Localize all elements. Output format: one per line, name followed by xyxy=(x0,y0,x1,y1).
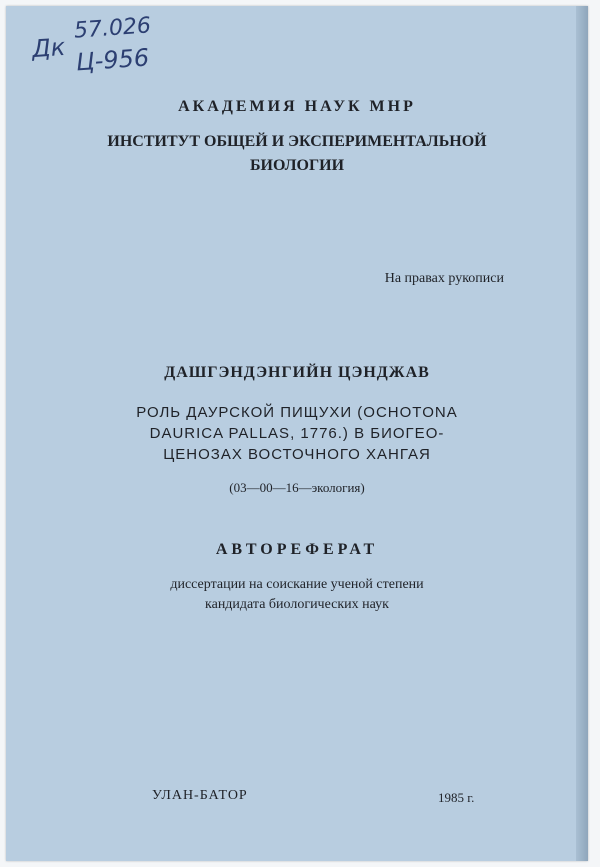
library-stamp-number: 57.026 xyxy=(73,13,152,44)
dissertation-description xyxy=(6,575,588,615)
library-stamp-code: Ц-956 xyxy=(75,43,150,77)
title-line-1: РОЛЬ ДАУРСКОЙ ПИЩУХИ (OCHOTONA xyxy=(136,404,458,421)
academy-name: АКАДЕМИЯ НАУК МНР xyxy=(178,98,416,115)
title-line-3: ЦЕНОЗАХ ВОСТОЧНОГО ХАНГАЯ xyxy=(163,446,431,463)
publication-city: УЛАН-БАТОР xyxy=(152,788,248,803)
publication-year: 1985 г. xyxy=(438,790,475,805)
title-line-2: DAURICA PALLAS, 1776.) В БИОГЕО- xyxy=(149,425,445,442)
thesis-title xyxy=(6,402,588,465)
author-name: ДАШГЭНДЭНГИЙН ЦЭНДЖАВ xyxy=(164,364,430,381)
document-type: АВТОРЕФЕРАТ xyxy=(215,541,379,558)
dissertation-line-1: диссертации на соискание ученой степени xyxy=(170,577,424,592)
document-cover xyxy=(6,6,588,861)
dissertation-line-2: кандидата биологических наук xyxy=(205,597,389,612)
rights-note: На правах рукописи xyxy=(384,271,504,286)
institute-name xyxy=(6,130,588,178)
specialty-code: (03—00—16—экология) xyxy=(229,480,365,495)
institute-line-2: БИОЛОГИИ xyxy=(249,157,345,174)
institute-line-1: ИНСТИТУТ ОБЩЕЙ И ЭКСПЕРИМЕНТАЛЬНОЙ xyxy=(107,133,487,150)
library-stamp-prefix: Дк xyxy=(31,32,67,64)
